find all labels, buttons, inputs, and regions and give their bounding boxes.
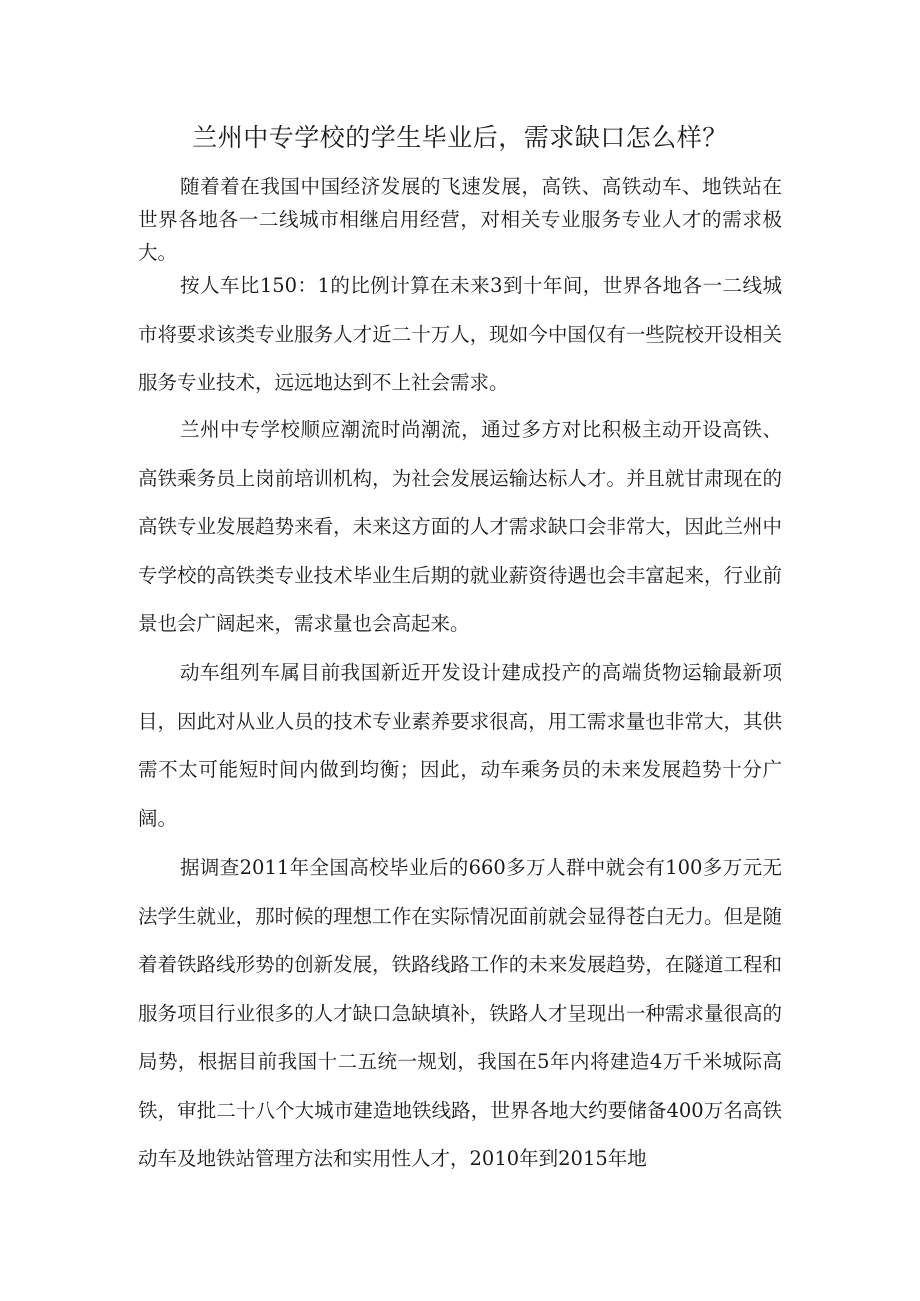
paragraph-1: 随着着在我国中国经济发展的飞速发展，高铁、高铁动车、地铁站在世界各地各一二线城市相继启用经营，对相关专业服务专业人才的需求极大。 [138, 175, 782, 264]
paragraph-5: 据调查2011年全国高校毕业后的660多万人群中就会有100多万元无法学生就业，那时候的理想工作在实际情况面前就会显得苍白无力。但是随着着铁路线形势的创新发展，铁路线路工作的未来发展趋势，在隧道工程和服务项目行业很多的人才缺口急缺填补，铁路人才呈现出一种需求量很高的局势，根据目前我国十二五统一规划，我国在5年内将建造4万千米城际高铁，审批二十八个大城市建造地铁线路，世界各地大约要储备400万名高铁动车及地铁站管理方法和实用性人才，2010年到2015年地 [138, 856, 782, 1170]
paragraph-4: 动车组列车属目前我国新近开发设计建成投产的高端货物运输最新项目，因此对从业人员的技术专业素养要求很高，用工需求量也非常大，其供需不太可能短时间内做到均衡；因此，动车乘务员的未来发展趋势十分广阔。 [138, 661, 782, 830]
paragraph-2: 按人车比150：1的比例计算在未来3到十年间，世界各地各一二线城市将要求该类专业服务人才近二十万人，现如今中国仅有一些院校开设相关服务专业技术，远远地达到不上社会需求。 [138, 274, 782, 394]
document-title: 兰州中专学校的学生毕业后，需求缺口怎么样？ [192, 123, 728, 152]
paragraph-3: 兰州中专学校顺应潮流时尚潮流，通过多方对比积极主动开设高铁、高铁乘务员上岗前培训机构，为社会发展运输达标人才。并且就甘肃现在的高铁专业发展趋势来看，未来这方面的人才需求缺口会非常大，因此兰州中专学校的高铁类专业技术毕业生后期的就业薪资待遇也会丰富起来，行业前景也会广阔起来，需求量也会高起来。 [138, 418, 782, 635]
